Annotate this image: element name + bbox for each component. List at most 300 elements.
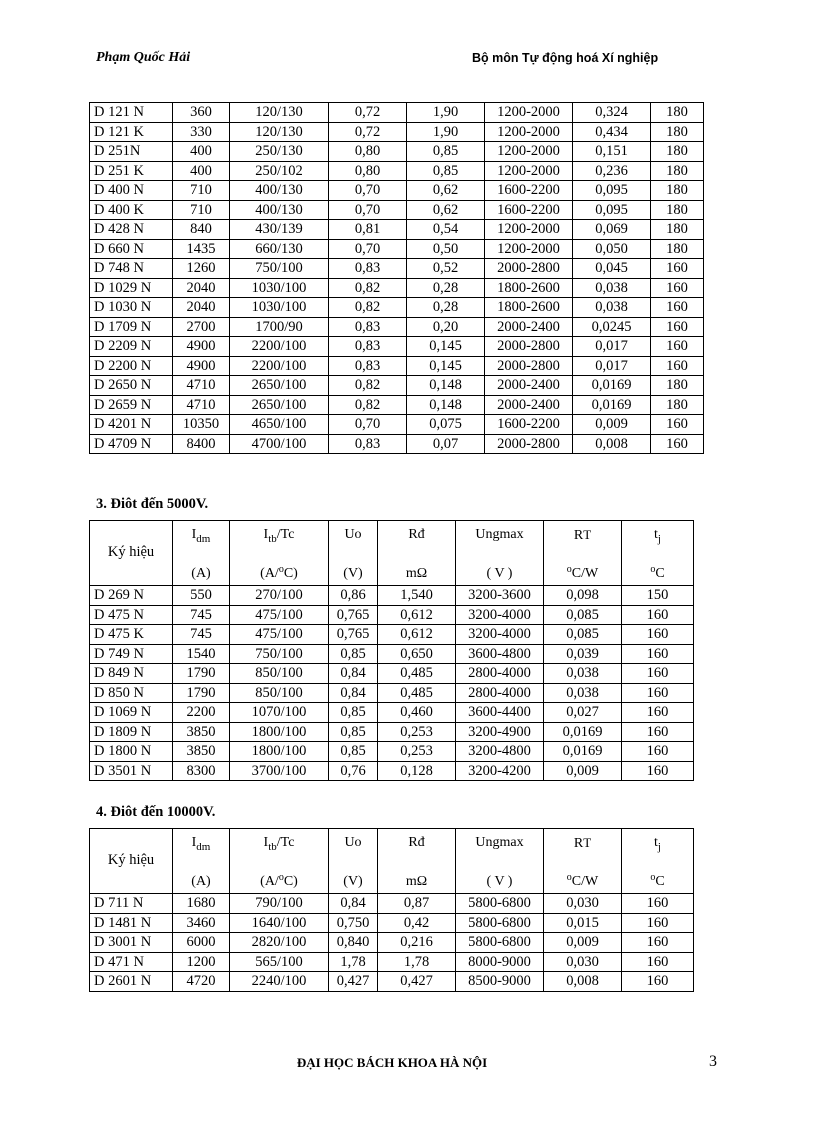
table-cell: 2800-4000 xyxy=(456,664,544,684)
table-cell: 3200-4800 xyxy=(456,742,544,762)
diode-table-continued xyxy=(89,102,704,454)
table-cell: D 1069 N xyxy=(90,703,173,723)
table-row xyxy=(90,933,694,953)
diode-table-10000v xyxy=(89,828,694,992)
table-row xyxy=(90,278,704,298)
table-cell: D 711 N xyxy=(90,894,173,914)
table-cell: 160 xyxy=(622,742,694,762)
table-cell: 2800-4000 xyxy=(456,683,544,703)
table-cell: 160 xyxy=(622,952,694,972)
header-rd: Rđ mΩ xyxy=(378,521,456,586)
table-cell: 1435 xyxy=(173,239,230,259)
table-cell: 4650/100 xyxy=(230,415,329,435)
table-cell: 400 xyxy=(173,161,230,181)
table-cell: 0,85 xyxy=(407,142,485,162)
table-cell: 0,009 xyxy=(544,761,622,781)
table-cell: 180 xyxy=(651,395,704,415)
table-cell: 0,017 xyxy=(573,337,651,357)
table-cell: 3200-3600 xyxy=(456,586,544,606)
table-row xyxy=(90,434,704,454)
table-cell: 0,009 xyxy=(544,933,622,953)
table-row xyxy=(90,972,694,992)
table-cell: 2700 xyxy=(173,317,230,337)
table-cell: 2000-2400 xyxy=(485,395,573,415)
table-cell: 0,83 xyxy=(329,434,407,454)
table-cell: 0,28 xyxy=(407,298,485,318)
table-cell: 400/130 xyxy=(230,200,329,220)
table-row xyxy=(90,200,704,220)
table-cell: 0,216 xyxy=(378,933,456,953)
table-cell: 160 xyxy=(651,259,704,279)
header-idm: $I_{dm}$ (A) xyxy=(173,829,230,894)
table-cell: 0,83 xyxy=(329,317,407,337)
table-cell: 0,045 xyxy=(573,259,651,279)
diode-table-5000v xyxy=(89,520,694,781)
table-cell: 360 xyxy=(173,103,230,123)
table-cell: 0,008 xyxy=(573,434,651,454)
table-cell: 1200 xyxy=(173,952,230,972)
table-cell: 0,485 xyxy=(378,683,456,703)
table-cell: 2000-2800 xyxy=(485,259,573,279)
header-ungmax: Ungmax ( V ) xyxy=(456,829,544,894)
table-cell: 160 xyxy=(622,644,694,664)
table-cell: 270/100 xyxy=(230,586,329,606)
table-cell: 0,765 xyxy=(329,605,378,625)
table-cell: 0,0169 xyxy=(573,376,651,396)
table-cell: 160 xyxy=(622,761,694,781)
table-row xyxy=(90,664,694,684)
table-row xyxy=(90,376,704,396)
table-cell: 180 xyxy=(651,181,704,201)
table-cell: 0,460 xyxy=(378,703,456,723)
table-row xyxy=(90,161,704,181)
table-cell: 0,0245 xyxy=(573,317,651,337)
table-cell: 0,145 xyxy=(407,356,485,376)
table-row xyxy=(90,259,704,279)
table-cell: 2000-2800 xyxy=(485,356,573,376)
table-cell: 0,84 xyxy=(329,664,378,684)
table-cell: 180 xyxy=(651,220,704,240)
table-cell: 4720 xyxy=(173,972,230,992)
table-cell: 0,612 xyxy=(378,625,456,645)
table-header-row xyxy=(90,521,694,586)
table-cell: 0,148 xyxy=(407,395,485,415)
table-cell: 160 xyxy=(651,356,704,376)
table-cell: 0,0169 xyxy=(544,742,622,762)
table-cell: 0,70 xyxy=(329,181,407,201)
table-cell: 745 xyxy=(173,625,230,645)
header-ky-hieu: Ký hiệu xyxy=(90,521,173,586)
table-cell: 0,62 xyxy=(407,200,485,220)
table-cell: 0,84 xyxy=(329,894,378,914)
table-cell: 2040 xyxy=(173,298,230,318)
table-cell: 0,030 xyxy=(544,952,622,972)
table-cell: 0,027 xyxy=(544,703,622,723)
table-cell: 2200/100 xyxy=(230,337,329,357)
table-row xyxy=(90,644,694,664)
table-cell: 710 xyxy=(173,181,230,201)
table-cell: 0,83 xyxy=(329,356,407,376)
table-row xyxy=(90,894,694,914)
table-row xyxy=(90,220,704,240)
table-row xyxy=(90,683,694,703)
table-cell: 5800-6800 xyxy=(456,933,544,953)
table-cell: 790/100 xyxy=(230,894,329,914)
table-cell: 430/139 xyxy=(230,220,329,240)
table-cell: 0,81 xyxy=(329,220,407,240)
table-cell: 5800-6800 xyxy=(456,894,544,914)
table-cell: 2650/100 xyxy=(230,395,329,415)
table-cell: 0,82 xyxy=(329,376,407,396)
table-cell: 0,253 xyxy=(378,742,456,762)
table-cell: 2000-2800 xyxy=(485,337,573,357)
table-cell: 0,427 xyxy=(329,972,378,992)
table-cell: 180 xyxy=(651,103,704,123)
table-cell: 3850 xyxy=(173,722,230,742)
table-cell: 0,324 xyxy=(573,103,651,123)
table-cell: 1200-2000 xyxy=(485,142,573,162)
table-cell: 0,253 xyxy=(378,722,456,742)
table-cell: D 748 N xyxy=(90,259,173,279)
table-cell: 750/100 xyxy=(230,259,329,279)
table-cell: 0,427 xyxy=(378,972,456,992)
table-cell: 180 xyxy=(651,376,704,396)
table-row xyxy=(90,722,694,742)
table-cell: D 849 N xyxy=(90,664,173,684)
table-cell: 4900 xyxy=(173,337,230,357)
table-cell: 180 xyxy=(651,142,704,162)
table-cell: D 1481 N xyxy=(90,913,173,933)
header-ungmax: Ungmax ( V ) xyxy=(456,521,544,586)
table-cell: 160 xyxy=(622,605,694,625)
table-cell: 0,008 xyxy=(544,972,622,992)
table-cell: 0,434 xyxy=(573,122,651,142)
table-cell: 0,038 xyxy=(573,298,651,318)
table-cell: 840 xyxy=(173,220,230,240)
header-idm: $I_{dm}$ (A) xyxy=(173,521,230,586)
table-cell: 160 xyxy=(622,933,694,953)
table-cell: 0,85 xyxy=(329,742,378,762)
table-cell: 0,72 xyxy=(329,122,407,142)
table-cell: 750/100 xyxy=(230,644,329,664)
table-cell: 0,015 xyxy=(544,913,622,933)
table-cell: D 269 N xyxy=(90,586,173,606)
table-cell: D 2650 N xyxy=(90,376,173,396)
table-cell: 0,236 xyxy=(573,161,651,181)
table-cell: 2200 xyxy=(173,703,230,723)
table-row xyxy=(90,415,704,435)
table-cell: 0,85 xyxy=(329,722,378,742)
table-cell: 0,76 xyxy=(329,761,378,781)
table-cell: 1,78 xyxy=(378,952,456,972)
table-cell: 2000-2400 xyxy=(485,376,573,396)
table-cell: 0,52 xyxy=(407,259,485,279)
table-cell: 0,50 xyxy=(407,239,485,259)
table-row xyxy=(90,356,704,376)
table-cell: 0,82 xyxy=(329,395,407,415)
table-cell: 0,72 xyxy=(329,103,407,123)
table-cell: D 1709 N xyxy=(90,317,173,337)
table-cell: 1680 xyxy=(173,894,230,914)
table-cell: 2040 xyxy=(173,278,230,298)
table-cell: 160 xyxy=(622,625,694,645)
table-cell: 160 xyxy=(622,664,694,684)
table-cell: D 400 N xyxy=(90,181,173,201)
table-cell: 180 xyxy=(651,200,704,220)
header-ky-hieu: Ký hiệu xyxy=(90,829,173,894)
table-cell: 0,750 xyxy=(329,913,378,933)
table-cell: 0,82 xyxy=(329,278,407,298)
table-cell: 0,42 xyxy=(378,913,456,933)
table-cell: 1800/100 xyxy=(230,742,329,762)
table-cell: 0,84 xyxy=(329,683,378,703)
table-cell: 3700/100 xyxy=(230,761,329,781)
table-cell: 0,85 xyxy=(329,644,378,664)
table-cell: 8300 xyxy=(173,761,230,781)
table-cell: D 4201 N xyxy=(90,415,173,435)
table-cell: 550 xyxy=(173,586,230,606)
table-row xyxy=(90,605,694,625)
table-cell: 1070/100 xyxy=(230,703,329,723)
table-cell: 0,039 xyxy=(544,644,622,664)
table-row xyxy=(90,703,694,723)
table-cell: 0,82 xyxy=(329,298,407,318)
table-cell: 0,050 xyxy=(573,239,651,259)
table-cell: 2000-2800 xyxy=(485,434,573,454)
table-cell: 120/130 xyxy=(230,103,329,123)
table-row xyxy=(90,239,704,259)
table-cell: 400/130 xyxy=(230,181,329,201)
table-cell: 1790 xyxy=(173,664,230,684)
diode-table-5000v-body xyxy=(90,586,694,781)
table-cell: 1200-2000 xyxy=(485,220,573,240)
table-cell: 1030/100 xyxy=(230,278,329,298)
table-cell: 3200-4000 xyxy=(456,605,544,625)
table-cell: 1,90 xyxy=(407,103,485,123)
table-cell: 850/100 xyxy=(230,664,329,684)
table-row xyxy=(90,103,704,123)
table-cell: 1700/90 xyxy=(230,317,329,337)
table-cell: 0,70 xyxy=(329,239,407,259)
table-cell: 565/100 xyxy=(230,952,329,972)
page-header-author: Phạm Quốc Hải xyxy=(96,50,191,65)
table-cell: 2650/100 xyxy=(230,376,329,396)
table-cell: 0,87 xyxy=(378,894,456,914)
table-cell: 0,075 xyxy=(407,415,485,435)
table-row xyxy=(90,761,694,781)
header-tj: $t_j$ $^o$C xyxy=(622,521,694,586)
diode-table-10000v-body xyxy=(90,894,694,992)
table-cell: 0,030 xyxy=(544,894,622,914)
table-header-row xyxy=(90,829,694,894)
table-cell: D 2200 N xyxy=(90,356,173,376)
table-cell: 745 xyxy=(173,605,230,625)
table-cell: 250/102 xyxy=(230,161,329,181)
table-cell: D 1030 N xyxy=(90,298,173,318)
table-cell: 1,78 xyxy=(329,952,378,972)
table-cell: 3850 xyxy=(173,742,230,762)
table-cell: 0,145 xyxy=(407,337,485,357)
table-cell: 1200-2000 xyxy=(485,161,573,181)
table-cell: 180 xyxy=(651,122,704,142)
table-cell: 0,765 xyxy=(329,625,378,645)
table-cell: 0,28 xyxy=(407,278,485,298)
header-rd: Rđ mΩ xyxy=(378,829,456,894)
page-number: 3 xyxy=(709,1053,717,1070)
table-cell: 160 xyxy=(622,972,694,992)
table-cell: 160 xyxy=(651,434,704,454)
table-cell: 1200-2000 xyxy=(485,239,573,259)
header-itb-tc: $I_{tb}/Tc$ (A/$^o$C) xyxy=(230,521,329,586)
table-cell: 1260 xyxy=(173,259,230,279)
table-cell: 0,650 xyxy=(378,644,456,664)
table-cell: 2820/100 xyxy=(230,933,329,953)
table-cell: 160 xyxy=(622,894,694,914)
table-cell: 160 xyxy=(651,317,704,337)
table-cell: D 251N xyxy=(90,142,173,162)
table-cell: 0,485 xyxy=(378,664,456,684)
header-rt: RT $^o$C/W xyxy=(544,521,622,586)
table-cell: 1800/100 xyxy=(230,722,329,742)
table-cell: 0,095 xyxy=(573,200,651,220)
table-cell: 0,840 xyxy=(329,933,378,953)
header-uo: Uo (V) xyxy=(329,521,378,586)
table-row xyxy=(90,952,694,972)
table-cell: D 749 N xyxy=(90,644,173,664)
table-cell: 4700/100 xyxy=(230,434,329,454)
table-cell: D 1800 N xyxy=(90,742,173,762)
table-cell: 3200-4200 xyxy=(456,761,544,781)
table-cell: 6000 xyxy=(173,933,230,953)
table-cell: 0,62 xyxy=(407,181,485,201)
table-cell: 1200-2000 xyxy=(485,122,573,142)
table-cell: 475/100 xyxy=(230,605,329,625)
table-cell: 710 xyxy=(173,200,230,220)
table-cell: 1,540 xyxy=(378,586,456,606)
table-cell: 180 xyxy=(651,239,704,259)
header-rt: RT $^o$C/W xyxy=(544,829,622,894)
table-cell: 1600-2200 xyxy=(485,181,573,201)
header-itb-tc: $I_{tb}/Tc$ (A/$^o$C) xyxy=(230,829,329,894)
table-cell: 0,069 xyxy=(573,220,651,240)
table-cell: 0,07 xyxy=(407,434,485,454)
footer-university: ĐẠI HỌC BÁCH KHOA HÀ NỘI xyxy=(296,1055,488,1070)
table-cell: D 475 K xyxy=(90,625,173,645)
table-row xyxy=(90,298,704,318)
table-cell: 1030/100 xyxy=(230,298,329,318)
table-cell: 1540 xyxy=(173,644,230,664)
table-cell: 180 xyxy=(651,161,704,181)
table-cell: 330 xyxy=(173,122,230,142)
table-cell: D 475 N xyxy=(90,605,173,625)
table-cell: 4900 xyxy=(173,356,230,376)
table-cell: 3600-4800 xyxy=(456,644,544,664)
table-cell: 160 xyxy=(651,278,704,298)
table-cell: 0,038 xyxy=(544,683,622,703)
table-row xyxy=(90,317,704,337)
table-cell: 0,017 xyxy=(573,356,651,376)
table-row xyxy=(90,142,704,162)
table-cell: D 1029 N xyxy=(90,278,173,298)
table-cell: 0,612 xyxy=(378,605,456,625)
table-cell: 0,128 xyxy=(378,761,456,781)
table-cell: 0,80 xyxy=(329,142,407,162)
table-cell: D 428 N xyxy=(90,220,173,240)
table-cell: 160 xyxy=(622,722,694,742)
table-cell: 1600-2200 xyxy=(485,415,573,435)
table-cell: 2240/100 xyxy=(230,972,329,992)
table-cell: 160 xyxy=(622,913,694,933)
table-cell: 475/100 xyxy=(230,625,329,645)
table-cell: 3200-4900 xyxy=(456,722,544,742)
table-cell: 400 xyxy=(173,142,230,162)
table-cell: 0,0169 xyxy=(573,395,651,415)
table-cell: 0,009 xyxy=(573,415,651,435)
header-tj: $t_j$ $^o$C xyxy=(622,829,694,894)
table-row xyxy=(90,742,694,762)
table-cell: D 400 K xyxy=(90,200,173,220)
table-cell: 160 xyxy=(651,337,704,357)
table-cell: 0,098 xyxy=(544,586,622,606)
table-cell: 4710 xyxy=(173,376,230,396)
table-cell: 0,54 xyxy=(407,220,485,240)
table-row xyxy=(90,181,704,201)
table-cell: 0,70 xyxy=(329,415,407,435)
table-cell: 2000-2400 xyxy=(485,317,573,337)
table-cell: D 121 K xyxy=(90,122,173,142)
table-cell: 2200/100 xyxy=(230,356,329,376)
table-cell: 8500-9000 xyxy=(456,972,544,992)
table-cell: 3460 xyxy=(173,913,230,933)
table-cell: D 2601 N xyxy=(90,972,173,992)
table-cell: 250/130 xyxy=(230,142,329,162)
diode-table-continued-body xyxy=(90,103,704,454)
table-cell: 0,151 xyxy=(573,142,651,162)
table-cell: 1800-2600 xyxy=(485,278,573,298)
table-cell: 120/130 xyxy=(230,122,329,142)
table-cell: 3600-4400 xyxy=(456,703,544,723)
table-cell: 0,0169 xyxy=(544,722,622,742)
table-row xyxy=(90,586,694,606)
table-cell: 0,83 xyxy=(329,337,407,357)
table-cell: 0,085 xyxy=(544,605,622,625)
table-row xyxy=(90,337,704,357)
table-cell: 8400 xyxy=(173,434,230,454)
table-cell: 0,038 xyxy=(544,664,622,684)
table-cell: D 1809 N xyxy=(90,722,173,742)
table-cell: D 3501 N xyxy=(90,761,173,781)
table-cell: 0,86 xyxy=(329,586,378,606)
table-row xyxy=(90,913,694,933)
table-cell: 0,85 xyxy=(329,703,378,723)
table-cell: 0,70 xyxy=(329,200,407,220)
table-row xyxy=(90,625,694,645)
table-cell: 1790 xyxy=(173,683,230,703)
table-cell: 3200-4000 xyxy=(456,625,544,645)
table-cell: 160 xyxy=(622,683,694,703)
table-cell: 8000-9000 xyxy=(456,952,544,972)
table-row xyxy=(90,395,704,415)
table-cell: D 251 K xyxy=(90,161,173,181)
table-cell: 0,80 xyxy=(329,161,407,181)
table-cell: 160 xyxy=(651,415,704,435)
table-cell: 150 xyxy=(622,586,694,606)
table-cell: D 660 N xyxy=(90,239,173,259)
table-cell: 4710 xyxy=(173,395,230,415)
table-cell: 1800-2600 xyxy=(485,298,573,318)
table-cell: 1200-2000 xyxy=(485,103,573,123)
table-cell: 160 xyxy=(651,298,704,318)
